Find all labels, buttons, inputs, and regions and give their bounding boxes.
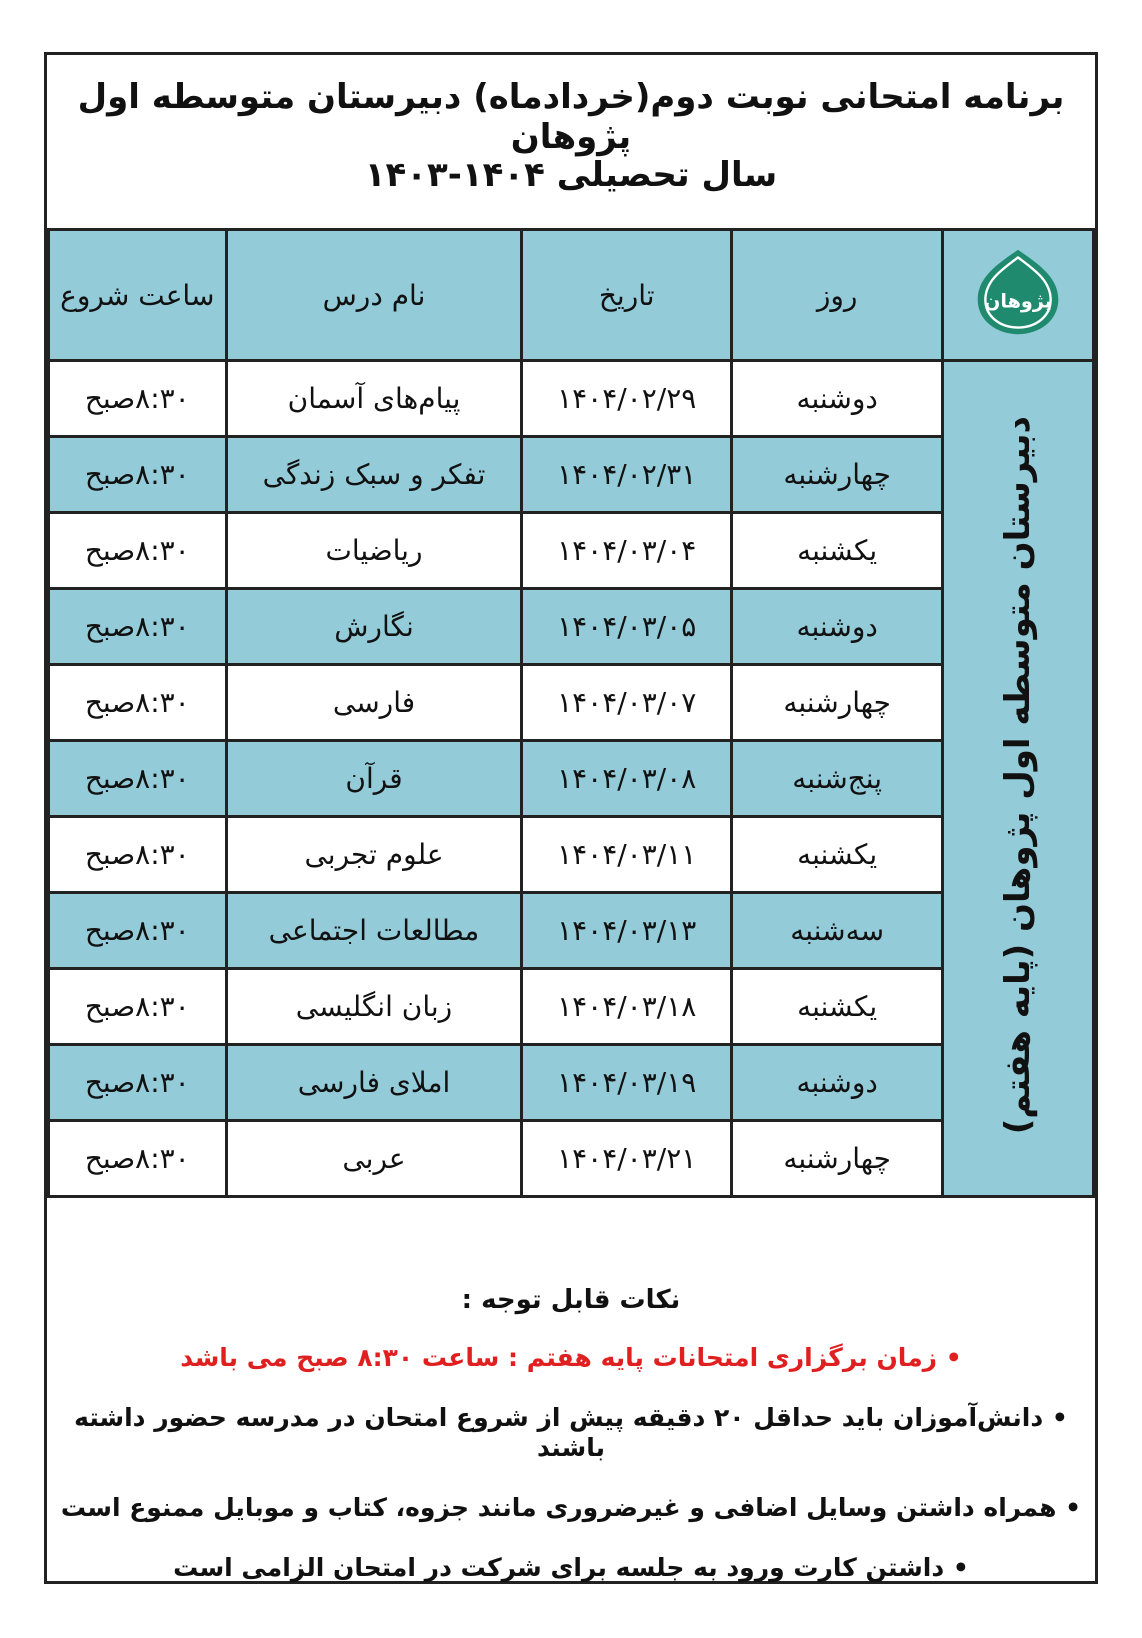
side-label-cell: [943, 361, 1094, 1197]
day-cell: دوشنبه: [731, 1045, 942, 1121]
table-row: [49, 1045, 1094, 1121]
note-item: • همراه داشتن وسایل اضافی و غیرضروری مانند جزوه، کتاب و موبایل ممنوع است: [60, 1493, 1082, 1522]
note-item: • دانش‌آموزان باید حداقل ۲۰ دقیقه پیش از شروع امتحان در مدرسه حضور داشته باشند: [74, 1403, 1068, 1462]
day-cell: چهارشنبه: [731, 665, 942, 741]
day-cell: یکشنبه: [731, 513, 942, 589]
subject-cell: عربی: [226, 1121, 522, 1197]
date-cell: ۱۴۰۴/۰۲/۲۹: [522, 361, 732, 437]
date-cell: ۱۴۰۴/۰۳/۰۴: [522, 513, 732, 589]
notes-title: نکات قابل توجه :: [461, 1285, 681, 1315]
subject-cell: تفکر و سبک زندگی: [226, 437, 522, 513]
date-cell: ۱۴۰۴/۰۳/۰۸: [522, 741, 732, 817]
table-row: [49, 665, 1094, 741]
day-cell: دوشنبه: [731, 361, 942, 437]
subject-cell: ریاضیات: [226, 513, 522, 589]
subject-cell: املای فارسی: [226, 1045, 522, 1121]
date-cell: ۱۴۰۴/۰۳/۰۷: [522, 665, 732, 741]
subject-cell: قرآن: [226, 741, 522, 817]
day-cell: دوشنبه: [731, 589, 942, 665]
day-cell: پنج‌شنبه: [731, 741, 942, 817]
column-header-date: تاریخ: [522, 230, 732, 361]
start-time-cell: ۸:۳۰صبح: [49, 741, 227, 817]
column-header-day: روز: [731, 230, 942, 361]
date-cell: ۱۴۰۴/۰۳/۱۱: [522, 817, 732, 893]
table-row: [49, 437, 1094, 513]
day-cell: سه‌شنبه: [731, 893, 942, 969]
exam-schedule-table: [47, 228, 1095, 1198]
table-row: [49, 361, 1094, 437]
date-cell: ۱۴۰۴/۰۳/۰۵: [522, 589, 732, 665]
day-cell: چهارشنبه: [731, 437, 942, 513]
school-year: سال تحصیلی ۱۴۰۴-۱۴۰۳: [364, 155, 778, 195]
table-row: [49, 969, 1094, 1045]
table-row: [49, 817, 1094, 893]
day-cell: یکشنبه: [731, 969, 942, 1045]
date-cell: ۱۴۰۴/۰۳/۱۳: [522, 893, 732, 969]
start-time-cell: ۸:۳۰صبح: [49, 1121, 227, 1197]
table-row: [49, 1121, 1094, 1197]
logo-text: پژوهان: [984, 288, 1053, 312]
subject-cell: مطالعات اجتماعی: [226, 893, 522, 969]
table-row: [49, 893, 1094, 969]
start-time-cell: ۸:۳۰صبح: [49, 817, 227, 893]
subject-cell: فارسی: [226, 665, 522, 741]
exam-schedule-frame: [44, 52, 1098, 1584]
start-time-cell: ۸:۳۰صبح: [49, 513, 227, 589]
logo-cell: [943, 230, 1094, 361]
start-time-cell: ۸:۳۰صبح: [49, 893, 227, 969]
start-time-cell: ۸:۳۰صبح: [49, 589, 227, 665]
table-header-row: [49, 230, 1094, 361]
start-time-cell: ۸:۳۰صبح: [49, 1045, 227, 1121]
start-time-cell: ۸:۳۰صبح: [49, 361, 227, 437]
note-item: • داشتن کارت ورود به جلسه برای شرکت در امتحان الزامی است: [173, 1553, 969, 1582]
notes-section: [47, 1285, 1095, 1613]
day-cell: چهارشنبه: [731, 1121, 942, 1197]
start-time-cell: ۸:۳۰صبح: [49, 665, 227, 741]
note-item: • زمان برگزاری امتحانات پایه هفتم : ساعت ۸:۳۰ صبح می باشد: [180, 1343, 962, 1372]
date-cell: ۱۴۰۴/۰۲/۳۱: [522, 437, 732, 513]
subject-cell: زبان انگلیسی: [226, 969, 522, 1045]
day-cell: یکشنبه: [731, 817, 942, 893]
side-label: دبیرستان متوسطه اول پژوهان (پایه هفتم): [998, 415, 1039, 1135]
column-header-start-time: ساعت شروع: [49, 230, 227, 361]
date-cell: ۱۴۰۴/۰۳/۲۱: [522, 1121, 732, 1197]
pazhouhan-logo-icon: [970, 244, 1066, 340]
page-title: برنامه امتحانی نوبت دوم(خردادماه) دبیرستان متوسطه اول پژوهان: [77, 77, 1065, 157]
subject-cell: نگارش: [226, 589, 522, 665]
table-row: [49, 513, 1094, 589]
start-time-cell: ۸:۳۰صبح: [49, 437, 227, 513]
table-row: [49, 589, 1094, 665]
date-cell: ۱۴۰۴/۰۳/۱۸: [522, 969, 732, 1045]
date-cell: ۱۴۰۴/۰۳/۱۹: [522, 1045, 732, 1121]
subject-cell: پیام‌های آسمان: [226, 361, 522, 437]
subject-cell: علوم تجربی: [226, 817, 522, 893]
column-header-subject: نام درس: [226, 230, 522, 361]
start-time-cell: ۸:۳۰صبح: [49, 969, 227, 1045]
table-row: [49, 741, 1094, 817]
